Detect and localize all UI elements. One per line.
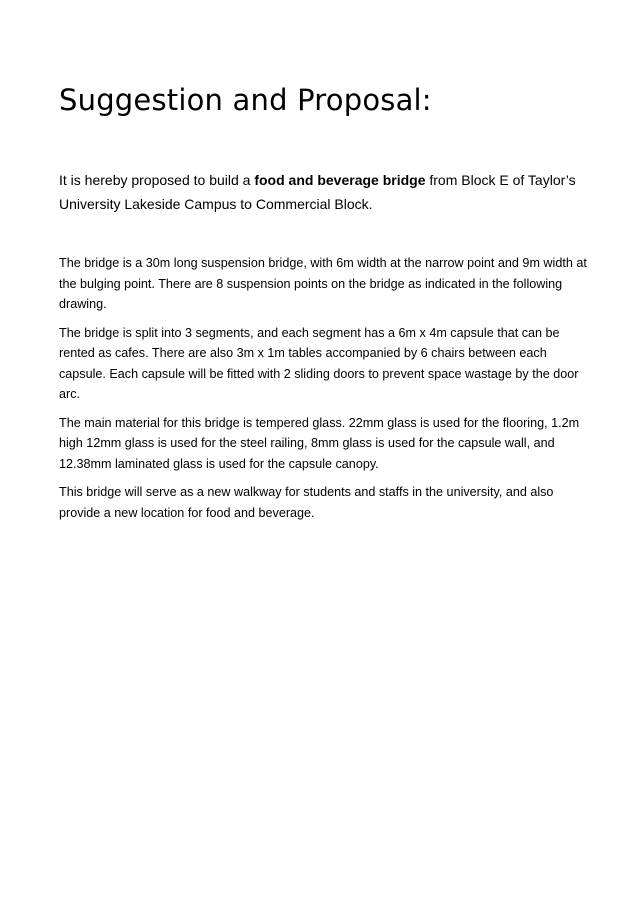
intro-text-start: It is hereby proposed to build a xyxy=(59,172,255,188)
paragraph-bridge-segments: The bridge is split into 3 segments, and each segment has a 6m x 4m capsule that can be rented as cafes. There are also 3m x 1m tables accompanied by 6 chairs between each capsule. Each capsule will be fitted with 2 sliding doors to prevent space wastage by the door arc. xyxy=(59,325,579,401)
body-text xyxy=(59,253,589,531)
paragraph-bridge-dimensions: The bridge is a 30m long suspension bridge, with 6m width at the narrow point and 9m width at the bulging point. There are 8 suspension points on the bridge as indicated in the following drawing. xyxy=(59,256,587,311)
intro-text-end: from Block E of Taylor’s University Lakeside Campus to Commercial Block. xyxy=(59,172,576,212)
intro-bold-phrase: food and beverage bridge xyxy=(254,172,426,188)
paragraph-bridge-purpose: This bridge will serve as a new walkway for students and staffs in the university, and also provide a new location for food and beverage. xyxy=(59,485,554,520)
paragraph-bridge-materials: The main material for this bridge is tempered glass. 22mm glass is used for the flooring, 1.2m high 12mm glass is used for the steel railing, 8mm glass is used for the capsule wall, and 12.38mm laminated glass is used for the capsule canopy. xyxy=(59,415,580,471)
page-title: Suggestion and Proposal: xyxy=(59,83,432,117)
intro-paragraph xyxy=(59,168,589,216)
